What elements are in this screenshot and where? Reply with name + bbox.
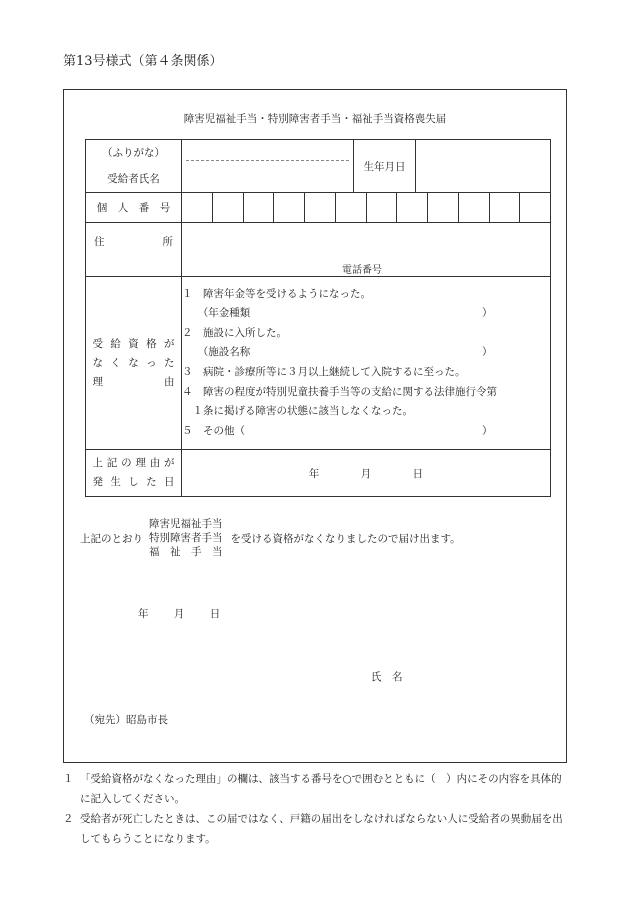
reason-item-4[interactable]: ４ 障害の程度が特別児童扶養手当等の支給に関する法律施行令第 <box>182 385 497 398</box>
occurred-label-line-2: 発 生 し た 日 <box>92 476 175 488</box>
furigana-label: （ふりがな） <box>102 147 165 159</box>
allowance-item: 福 祉 手 当 <box>149 546 223 558</box>
digit-box[interactable] <box>427 193 458 222</box>
reason-row <box>86 277 551 450</box>
submission-day: 日 <box>209 608 221 620</box>
personal-number-row <box>86 193 551 223</box>
personal-number-field[interactable] <box>182 193 551 223</box>
note-number: ２ <box>63 813 74 825</box>
name-label-cell <box>86 140 182 193</box>
reason-label-line-2: な く な っ た <box>92 356 175 369</box>
signer-name-label: 氏 名 <box>371 671 403 683</box>
note-item <box>63 809 568 849</box>
reason-item-2[interactable]: ２ 施設に入所した。 <box>182 326 287 339</box>
occurred-day: 日 <box>412 467 424 480</box>
note-number: １ <box>63 773 74 785</box>
reason-item-1[interactable]: １ 障害年金等を受けるようになった。 <box>182 287 371 300</box>
birthdate-label: 生年月日 <box>354 140 416 193</box>
digit-box[interactable] <box>458 193 489 222</box>
digit-box[interactable] <box>519 193 550 222</box>
reason-list <box>182 277 551 450</box>
occurred-date-field[interactable] <box>182 450 551 497</box>
digit-box[interactable] <box>366 193 397 222</box>
phone-label: 電話番号 <box>342 265 382 276</box>
submission-year: 年 <box>138 608 149 620</box>
statement-suffix: を受ける資格がなくなりましたので届け出ます。 <box>230 532 461 545</box>
address-label-left: 住 <box>94 236 105 248</box>
digit-box[interactable] <box>396 193 427 222</box>
allowance-item: 障害児福祉手当 <box>149 518 223 530</box>
reason-item-4-cont: １条に掲げる障害の状態に該当しなくなった。 <box>182 405 413 418</box>
reason-label-cell <box>86 277 182 450</box>
occurred-label-cell <box>86 450 182 497</box>
address-row <box>86 223 551 277</box>
digit-box[interactable] <box>212 193 243 222</box>
reason-item-5[interactable]: ５ その他（ ） <box>182 424 493 437</box>
occurred-date-row <box>86 450 551 497</box>
digit-box[interactable] <box>489 193 520 222</box>
occurred-year: 年 <box>308 467 320 480</box>
name-row <box>86 140 551 193</box>
birthdate-field[interactable] <box>416 140 551 193</box>
digit-box[interactable] <box>273 193 304 222</box>
digit-box[interactable] <box>243 193 274 222</box>
address-label-right: 所 <box>162 236 173 248</box>
form-title: 障害児福祉手当・特別障害者手当・福祉手当資格喪失届 <box>183 113 447 125</box>
reason-label-line-1: 受 給 資 格 が <box>92 337 175 350</box>
reason-item-facility-name[interactable]: （施設名称 ） <box>182 346 493 359</box>
form-table <box>85 139 551 497</box>
digit-box[interactable] <box>182 193 212 222</box>
occurred-month: 月 <box>360 467 372 480</box>
allowance-list <box>149 517 223 559</box>
notes <box>63 769 568 849</box>
submission-month: 月 <box>173 608 185 620</box>
personal-number-label: 個 人 番 号 <box>86 193 182 223</box>
address-label-cell <box>86 223 182 277</box>
statement-prefix: 上記のとおり <box>80 532 143 545</box>
recipient-name-field[interactable] <box>182 140 354 193</box>
note-text: 受給者が死亡したときは、この届ではなく、戸籍の届出をしなければならない人に受給者の異動届を出してもらうことになります。 <box>80 813 563 845</box>
form-number: 第13号様式（第４条関係） <box>63 54 223 69</box>
addressee: （宛先）昭島市長 <box>84 714 168 726</box>
note-text: 「受給資格がなくなった理由」の欄は、該当する番号を○で囲むとともに（ ）内にその内容を具体的に記入してください。 <box>80 773 562 805</box>
note-item <box>63 769 568 809</box>
recipient-name-label: 受給者氏名 <box>107 173 160 185</box>
submission-date[interactable] <box>138 606 220 621</box>
reason-label-line-3: 理 由 <box>92 375 175 388</box>
declaration-statement <box>80 517 461 559</box>
digit-box[interactable] <box>304 193 335 222</box>
address-field[interactable] <box>182 223 551 277</box>
digit-box[interactable] <box>335 193 366 222</box>
furigana-divider <box>186 160 349 161</box>
occurred-label-line-1: 上 記 の 理 由 が <box>92 457 175 469</box>
reason-item-pension-type[interactable]: （年金種類 ） <box>182 307 493 320</box>
allowance-item: 特別障害者手当 <box>149 532 223 544</box>
reason-item-3[interactable]: ３ 病院・診療所等に３月以上継続して入院するに至った。 <box>182 366 466 378</box>
